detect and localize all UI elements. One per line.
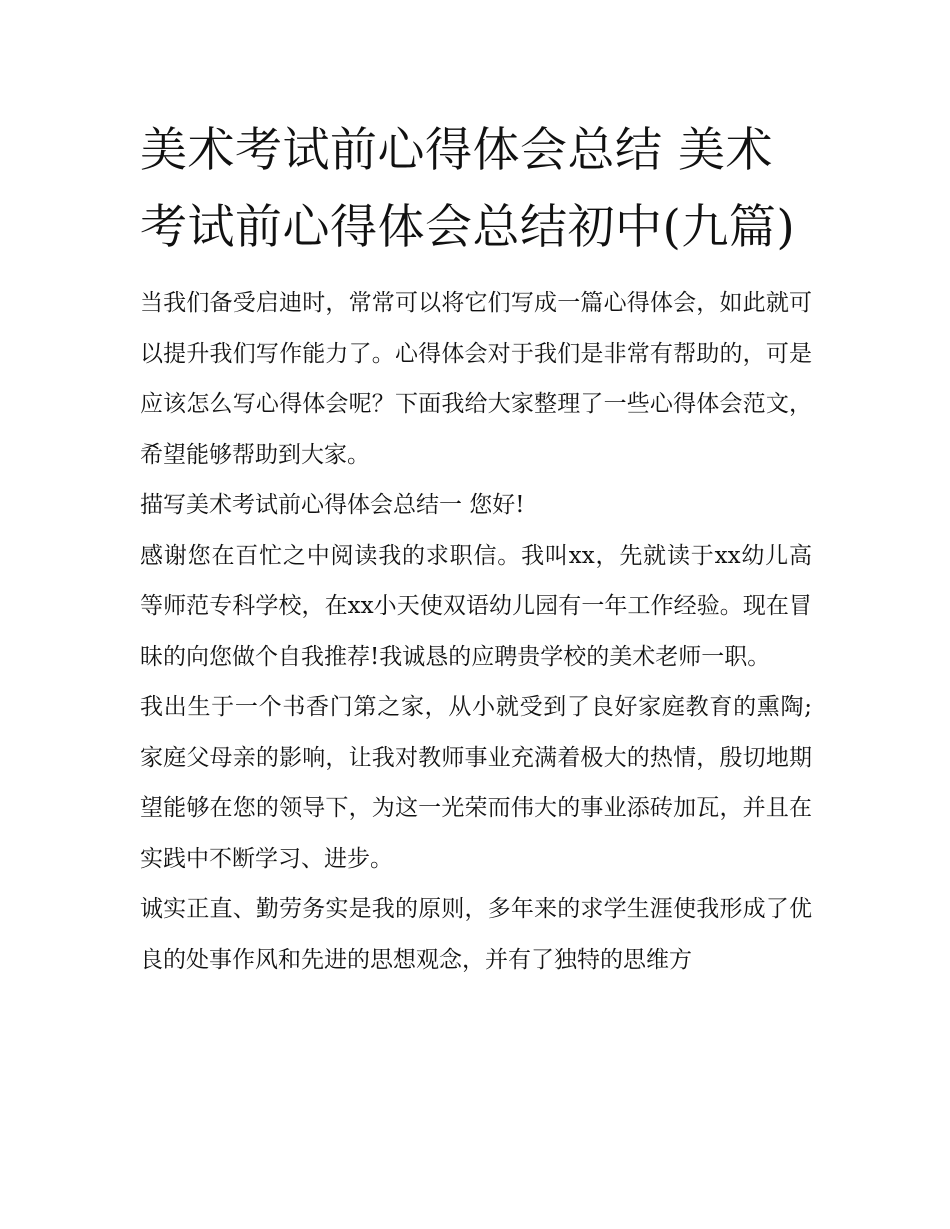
paragraph-cover-letter: 感谢您在百忙之中阅读我的求职信。我叫xx，先就读于xx幼儿高等师范专科学校，在xx小天使双语幼儿园有一年工作经验。现在冒昧的向您做个自我推荐!我诚恳的应聘贵学校的美术老师一职。 [140, 542, 812, 670]
document-title: 美术考试前心得体会总结 美术考试前心得体会总结初中(九篇) [140, 123, 796, 255]
paragraph-background: 我出生于一个书香门第之家，从小就受到了良好家庭教育的熏陶;家庭父母亲的影响，让我对教师事业充满着极大的热情，殷切地期望能够在您的领导下，为这一光荣而伟大的事业添砖加瓦，并且在实践中不断学习、进步。 [140, 694, 812, 872]
document-page [140, 112, 812, 985]
paragraph-principles: 诚实正直、勤劳务实是我的原则，多年来的求学生涯使我形成了优良的处事作风和先进的思想观念，并有了独特的思维方 [140, 896, 812, 973]
paragraph-section-heading: 描写美术考试前心得体会总结一 您好! [140, 492, 525, 518]
paragraph-intro: 当我们备受启迪时，常常可以将它们写成一篇心得体会，如此就可以提升我们写作能力了。心得体会对于我们是非常有帮助的，可是应该怎么写心得体会呢？下面我给大家整理了一些心得体会范文，希望能够帮助到大家。 [140, 290, 812, 468]
